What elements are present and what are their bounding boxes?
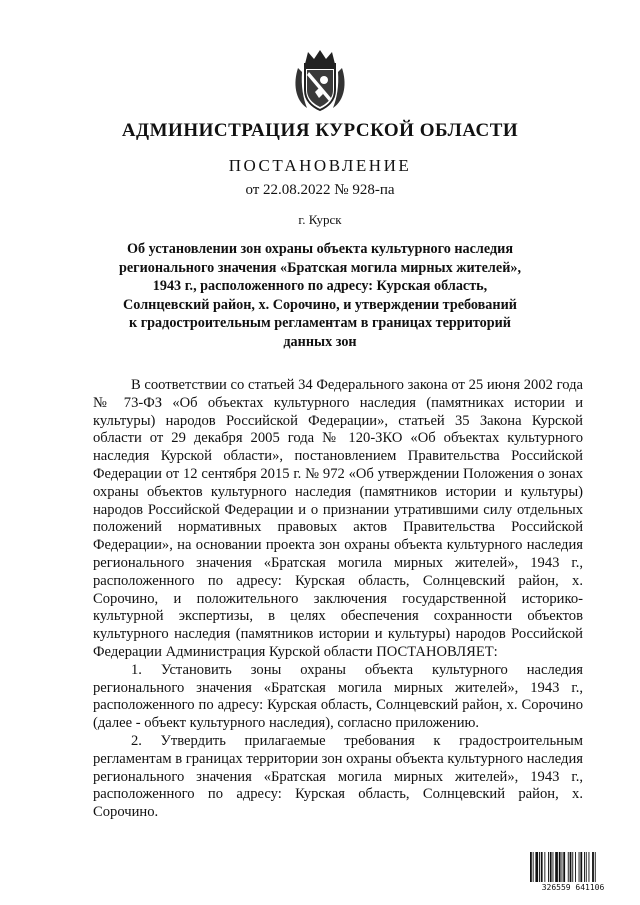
barcode-bar [568, 852, 569, 882]
barcode-bar [584, 852, 585, 882]
preamble-paragraph: В соответствии со статьей 34 Федерального закона от 25 июня 2002 года № 73-ФЗ «Об объектах культурного наследия (памятниках истории и культуры) народов Российской Федерации», статьей 35 Закона Курской области от 29 декабря 2005 года № 120-ЗКО «Об объектах культурного наследия Курской области», постановлением Правительства Российской Федерации от 12 сентября 2015 г. № 972 «Об утверждении Положения о зонах охраны объектов культурного наследия (памятников истории и культуры) народов Российской Федерации и о признании утратившими силу отдельных положений нормативных правовых актов Правительства Российской Федерации», на основании проекта зон охраны объекта культурного наследия регионального значения «Братская могила мирных жителей», 1943 г., расположенного по адресу: Курская область, Солнцевский район, х. Сорочино, и положительного заключения государственной историко-культурной экспертизы, в целях обеспечения сохранности объектов культурного наследия (памятников истории и культуры) народов Российской Федерации Администрация Курской области ПОСТАНОВЛЯЕТ: [93, 377, 583, 660]
barcode-bar [559, 852, 561, 882]
barcode-bar [572, 852, 573, 882]
coat-of-arms-icon [293, 48, 347, 114]
title-line: Об установлении зон охраны объекта культурного наследия [126, 241, 514, 257]
document-body [93, 377, 583, 822]
barcode-bar [580, 852, 582, 882]
barcode-bar [553, 852, 554, 882]
barcode-bar [589, 852, 590, 882]
organization-name: АДМИНИСТРАЦИЯ КУРСКОЙ ОБЛАСТИ [121, 120, 519, 141]
title-line: регионального значения «Братская могила мирных жителей», [118, 259, 522, 276]
document-title [110, 240, 530, 351]
barcode-bar [533, 852, 534, 882]
city: г. Курск [298, 212, 342, 227]
barcode-bar [592, 852, 594, 882]
title-line: к градостроительным регламентам в границах территорий [129, 315, 511, 331]
barcode-bar [595, 852, 596, 882]
barcode-bar [539, 852, 540, 882]
barcode-bar [548, 852, 549, 882]
document-type: ПОСТАНОВЛЕНИЕ [228, 156, 412, 175]
barcode-number: 326559 641106 [541, 883, 605, 892]
barcode-bar [550, 852, 552, 882]
resolution-item-2: 2. Утвердить прилагаемые требования к градостроительным регламентам в границах территории зон охраны объекта культурного наследия регионального значения «Братская могила мирных жителей», 1943 г., расположенного по адресу: Курская область, Солнцевский район, х. Сорочино. [93, 732, 583, 821]
barcode-bar [555, 852, 558, 882]
barcode-bar [544, 852, 545, 882]
date-and-number: от 22.08.2022 № 928-па [245, 182, 395, 198]
barcode-bar [570, 852, 572, 882]
barcode-bar [530, 852, 532, 882]
title-line: 1943 г., расположенного по адресу: Курская область, [152, 278, 488, 294]
barcode-bars-icon [530, 852, 616, 882]
resolution-item-1: 1. Установить зоны охраны объекта культурного наследия регионального значения «Братская могила мирных жителей», 1943 г., расположенного по адресу: Курская область, Солнцевский район, х. Сорочино (далее - объект культурного наследия), согласно приложению. [93, 661, 583, 732]
barcode-bar [541, 852, 543, 882]
barcode [530, 852, 616, 892]
title-line: данных зон [283, 333, 357, 350]
barcode-bar [579, 852, 580, 882]
barcode-bar [563, 852, 565, 882]
barcode-bar [562, 852, 563, 882]
title-line: Солнцевский район, х. Сорочино, и утверждении требований [123, 296, 517, 313]
barcode-bar [575, 852, 576, 882]
barcode-bar [535, 852, 538, 882]
barcode-bar [586, 852, 587, 882]
